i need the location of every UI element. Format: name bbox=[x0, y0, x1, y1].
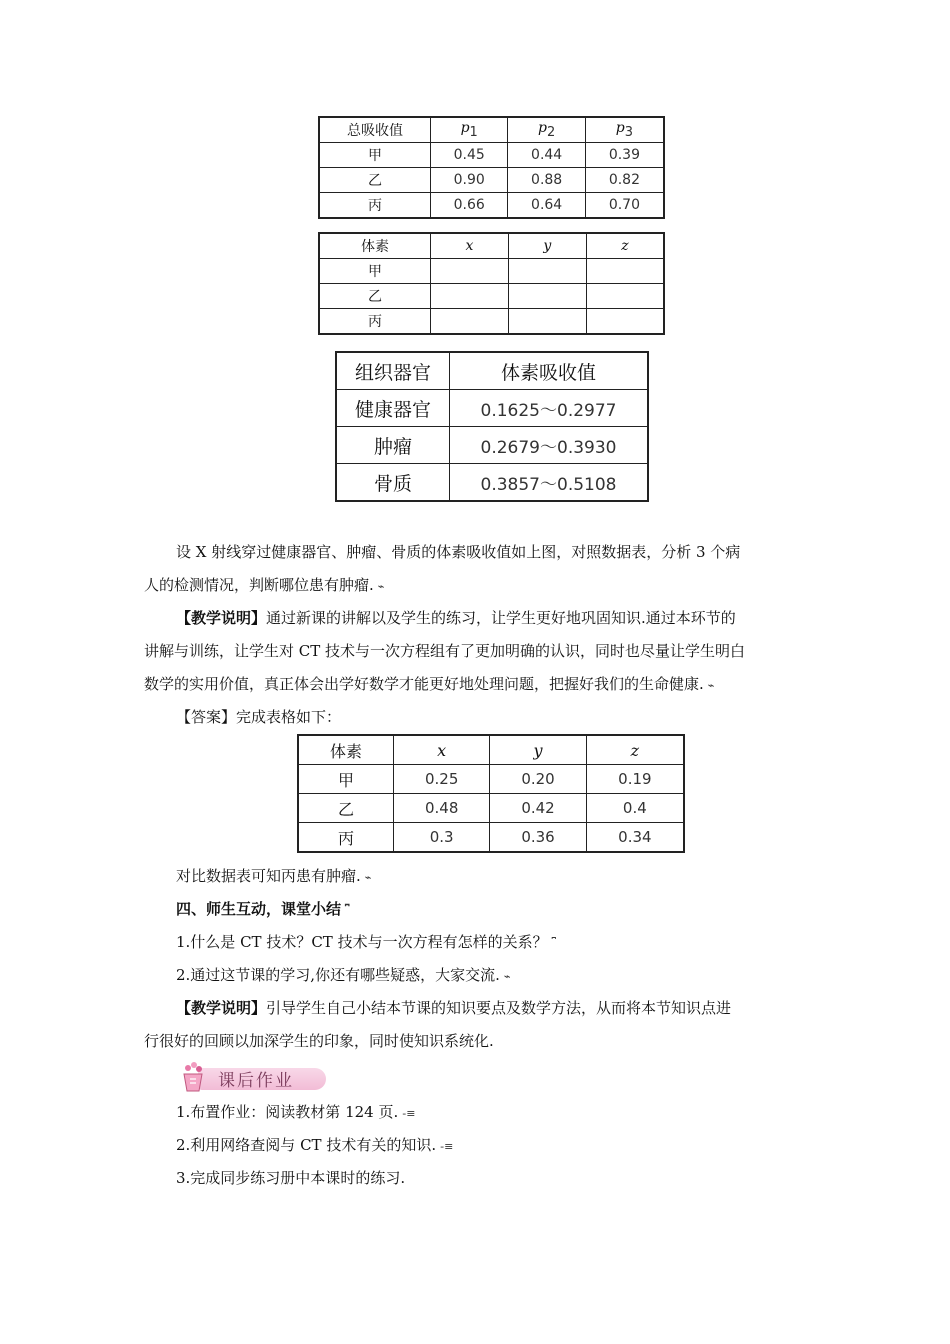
table-cell: 0.42 bbox=[490, 794, 586, 823]
table-cell bbox=[431, 309, 509, 335]
table-cell: 0.88 bbox=[508, 168, 585, 193]
table-row bbox=[336, 464, 648, 502]
scribble-icon: ⌁ bbox=[377, 580, 385, 593]
table-cell: 乙 bbox=[319, 284, 431, 309]
table-cell: 丙 bbox=[298, 823, 394, 853]
table-cell: 0.45 bbox=[431, 143, 508, 168]
table-header: 体素吸收值 bbox=[450, 352, 649, 390]
table-cell bbox=[508, 284, 586, 309]
table-cell: 甲 bbox=[319, 259, 431, 284]
table-cell: 0.90 bbox=[431, 168, 508, 193]
scribble-icon: ⎴ bbox=[551, 937, 556, 950]
absorption-table bbox=[318, 116, 665, 219]
teaching-note-line: 数学的实用价值，真正体会出学好数学才能更好地处理问题，把握好我们的生命健康. ⌁ bbox=[144, 675, 715, 693]
table-cell: 健康器官 bbox=[336, 390, 450, 427]
cup-icon bbox=[178, 1060, 208, 1094]
table-cell: 骨质 bbox=[336, 464, 450, 502]
table-cell: 0.64 bbox=[508, 193, 585, 219]
homework-item: 1.布置作业：阅读教材第 124 页. -≡ bbox=[176, 1103, 416, 1121]
homework-banner bbox=[178, 1060, 328, 1094]
table-cell bbox=[431, 259, 509, 284]
scribble-icon: ⌁ bbox=[707, 679, 715, 692]
table-row bbox=[336, 427, 648, 464]
table-cell bbox=[586, 284, 664, 309]
table-cell: 0.48 bbox=[394, 794, 490, 823]
question-item: 1.什么是 CT 技术？CT 技术与一次方程有怎样的关系？ ⎴ bbox=[176, 933, 556, 951]
table-cell: 0.1625～0.2977 bbox=[450, 390, 649, 427]
table-row bbox=[298, 823, 684, 853]
table-header: y bbox=[508, 233, 586, 259]
table-header: 总吸收值 bbox=[319, 117, 431, 143]
scribble-icon: ⌁ bbox=[503, 970, 511, 983]
table-cell: 0.34 bbox=[586, 823, 684, 853]
scribble-icon: -≡ bbox=[402, 1107, 416, 1120]
table-cell: 0.70 bbox=[585, 193, 664, 219]
table-cell: 丙 bbox=[319, 309, 431, 335]
table-cell: 0.20 bbox=[490, 765, 586, 794]
table-cell: 0.25 bbox=[394, 765, 490, 794]
table-cell bbox=[586, 309, 664, 335]
table-cell: 甲 bbox=[319, 143, 431, 168]
table-row bbox=[319, 309, 664, 335]
table-cell bbox=[508, 309, 586, 335]
scribble-icon: -≡ bbox=[440, 1140, 454, 1153]
table-header: $p_3$ bbox=[585, 117, 664, 143]
table-cell: 0.4 bbox=[586, 794, 684, 823]
table-header: 体素 bbox=[319, 233, 431, 259]
teaching-note: 【教学说明】引导学生自己小结本节课的知识要点及数学方法，从而将本节知识点进 bbox=[176, 999, 732, 1017]
table-header: x bbox=[431, 233, 509, 259]
homework-item: 3.完成同步练习册中本课时的练习. bbox=[176, 1169, 406, 1187]
table-row bbox=[319, 259, 664, 284]
table-header: z bbox=[586, 735, 684, 765]
organ-range-table bbox=[335, 351, 649, 502]
table-cell: 0.44 bbox=[508, 143, 585, 168]
question-item: 2.通过这节课的学习,你还有哪些疑惑，大家交流. ⌁ bbox=[176, 966, 511, 984]
answer-table bbox=[297, 734, 685, 853]
table-row bbox=[319, 284, 664, 309]
table-cell bbox=[586, 259, 664, 284]
section-title: 四、师生互动，课堂小结 ⎴ bbox=[176, 900, 350, 918]
teaching-note-line: 讲解与训练，让学生对 CT 技术与一次方程组有了更加明确的认识，同时也尽量让学生明白 bbox=[144, 642, 746, 660]
table-cell: 0.36 bbox=[490, 823, 586, 853]
table-cell: 0.3 bbox=[394, 823, 490, 853]
homework-item: 2.利用网络查阅与 CT 技术有关的知识. -≡ bbox=[176, 1136, 454, 1154]
homework-title: 课后作业 bbox=[218, 1071, 294, 1091]
table-cell: 0.19 bbox=[586, 765, 684, 794]
table-header: 体素 bbox=[298, 735, 394, 765]
table-header: $p_1$ bbox=[431, 117, 508, 143]
table-header: $p_2$ bbox=[508, 117, 585, 143]
table-row bbox=[336, 390, 648, 427]
answer-heading: 【答案】完成表格如下： bbox=[176, 708, 342, 726]
table-row bbox=[298, 794, 684, 823]
table-cell bbox=[508, 259, 586, 284]
table-row bbox=[298, 765, 684, 794]
table-cell: 0.82 bbox=[585, 168, 664, 193]
voxel-blank-table bbox=[318, 232, 665, 335]
table-row bbox=[319, 193, 664, 219]
table-cell: 丙 bbox=[319, 193, 431, 219]
conclusion-text: 对比数据表可知丙患有肿瘤. ⌁ bbox=[176, 867, 372, 885]
table-header: z bbox=[586, 233, 664, 259]
problem-text: 设 X 射线穿过健康器官、肿瘤、骨质的体素吸收值如上图，对照数据表，分析 3 个病 bbox=[176, 543, 741, 561]
table-cell: 甲 bbox=[298, 765, 394, 794]
table-cell: 肿瘤 bbox=[336, 427, 450, 464]
problem-text-cont: 人的检测情况，判断哪位患有肿瘤. ⌁ bbox=[144, 576, 385, 594]
teaching-note-line: 行很好的回顾以加深学生的印象，同时使知识系统化. bbox=[144, 1032, 494, 1050]
table-header: x bbox=[394, 735, 490, 765]
teaching-note: 【教学说明】通过新课的讲解以及学生的练习，让学生更好地巩固知识.通过本环节的 bbox=[176, 609, 736, 627]
table-cell bbox=[431, 284, 509, 309]
table-cell: 0.66 bbox=[431, 193, 508, 219]
scribble-icon: ⌁ bbox=[364, 871, 372, 884]
table-cell: 乙 bbox=[319, 168, 431, 193]
table-row bbox=[319, 143, 664, 168]
table-row bbox=[319, 168, 664, 193]
table-cell: 0.39 bbox=[585, 143, 664, 168]
scribble-icon: ⎴ bbox=[345, 904, 350, 917]
table-cell: 0.2679～0.3930 bbox=[450, 427, 649, 464]
table-cell: 0.3857～0.5108 bbox=[450, 464, 649, 502]
table-header: y bbox=[490, 735, 586, 765]
table-cell: 乙 bbox=[298, 794, 394, 823]
table-header: 组织器官 bbox=[336, 352, 450, 390]
